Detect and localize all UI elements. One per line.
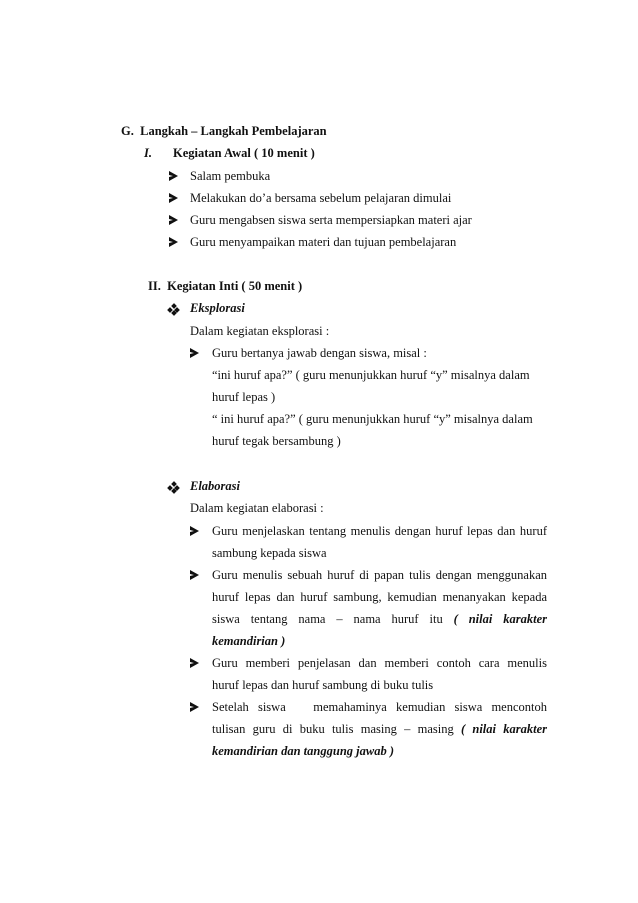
heading-marker: G. xyxy=(121,124,134,138)
section1-marker: I. xyxy=(144,146,152,160)
arrow-bullet-icon xyxy=(190,526,199,536)
section1-title: Kegiatan Awal ( 10 menit ) xyxy=(173,146,315,160)
karakter-note: ( nilai karakter xyxy=(460,722,547,736)
section2-title: Kegiatan Inti ( 50 menit ) xyxy=(167,279,303,293)
list-item-text: huruf lepas dan huruf sambung, kemudian menanyakan kepada xyxy=(212,590,547,604)
arrow-bullet-icon xyxy=(190,658,199,668)
list-item-text: Guru menjelaskan tentang menulis dengan huruf lepas dan huruf xyxy=(212,524,547,538)
karakter-note: kemandirian ) xyxy=(212,634,286,648)
heading-title: Langkah – Langkah Pembelajaran xyxy=(140,124,327,138)
list-item-text: Guru memberi penjelasan dan memberi contoh cara menulis xyxy=(212,656,547,670)
eksplorasi-title: Eksplorasi xyxy=(190,301,245,315)
list-item: Salam pembuka xyxy=(190,169,271,183)
section-heading xyxy=(121,123,327,139)
list-item-text: sambung kepada siswa xyxy=(212,546,327,560)
arrow-bullet-icon xyxy=(169,171,178,181)
arrow-bullet-icon xyxy=(190,702,199,712)
elaborasi-intro: Dalam kegiatan elaborasi : xyxy=(190,501,324,515)
list-item-text xyxy=(212,721,547,737)
diamond-bullet-icon xyxy=(168,304,179,315)
arrow-bullet-icon xyxy=(169,193,178,203)
list-item-text: Setelah siswa memahaminya kemudian siswa mencontoh xyxy=(212,700,547,714)
list-item: Guru mengabsen siswa serta mempersiapkan materi ajar xyxy=(190,213,472,227)
list-item-text: Guru menulis sebuah huruf di papan tulis dengan menggunakan xyxy=(212,568,547,582)
karakter-note: kemandirian dan tanggung jawab ) xyxy=(212,744,394,758)
list-item-text: “ini huruf apa?” ( guru menunjukkan huruf “y” misalnya dalam xyxy=(212,368,530,382)
arrow-bullet-icon xyxy=(169,215,178,225)
list-item-text: “ ini huruf apa?” ( guru menunjukkan huruf “y” misalnya dalam xyxy=(212,412,533,426)
section2-marker: II. xyxy=(148,279,161,293)
arrow-bullet-icon xyxy=(190,348,199,358)
elaborasi-title: Elaborasi xyxy=(190,479,241,493)
eksplorasi-intro: Dalam kegiatan eksplorasi : xyxy=(190,324,330,338)
item-text: tulisan guru di buku tulis masing – masing xyxy=(212,722,454,736)
list-item: Melakukan do’a bersama sebelum pelajaran dimulai xyxy=(190,191,452,205)
arrow-bullet-icon xyxy=(169,237,178,247)
list-item-text: huruf lepas ) xyxy=(212,390,276,404)
list-item: Guru menyampaikan materi dan tujuan pembelajaran xyxy=(190,235,457,249)
karakter-note: ( nilai karakter xyxy=(453,612,548,626)
arrow-bullet-icon xyxy=(190,570,199,580)
item-text: siswa tentang nama – nama huruf itu xyxy=(212,612,443,626)
list-item: Guru bertanya jawab dengan siswa, misal : xyxy=(212,346,427,360)
section2-heading xyxy=(148,278,302,294)
diamond-bullet-icon xyxy=(168,482,179,493)
list-item-text: huruf tegak bersambung ) xyxy=(212,434,341,448)
list-item-text xyxy=(212,611,547,627)
list-item-text: huruf lepas dan huruf sambung di buku tulis xyxy=(212,678,434,692)
